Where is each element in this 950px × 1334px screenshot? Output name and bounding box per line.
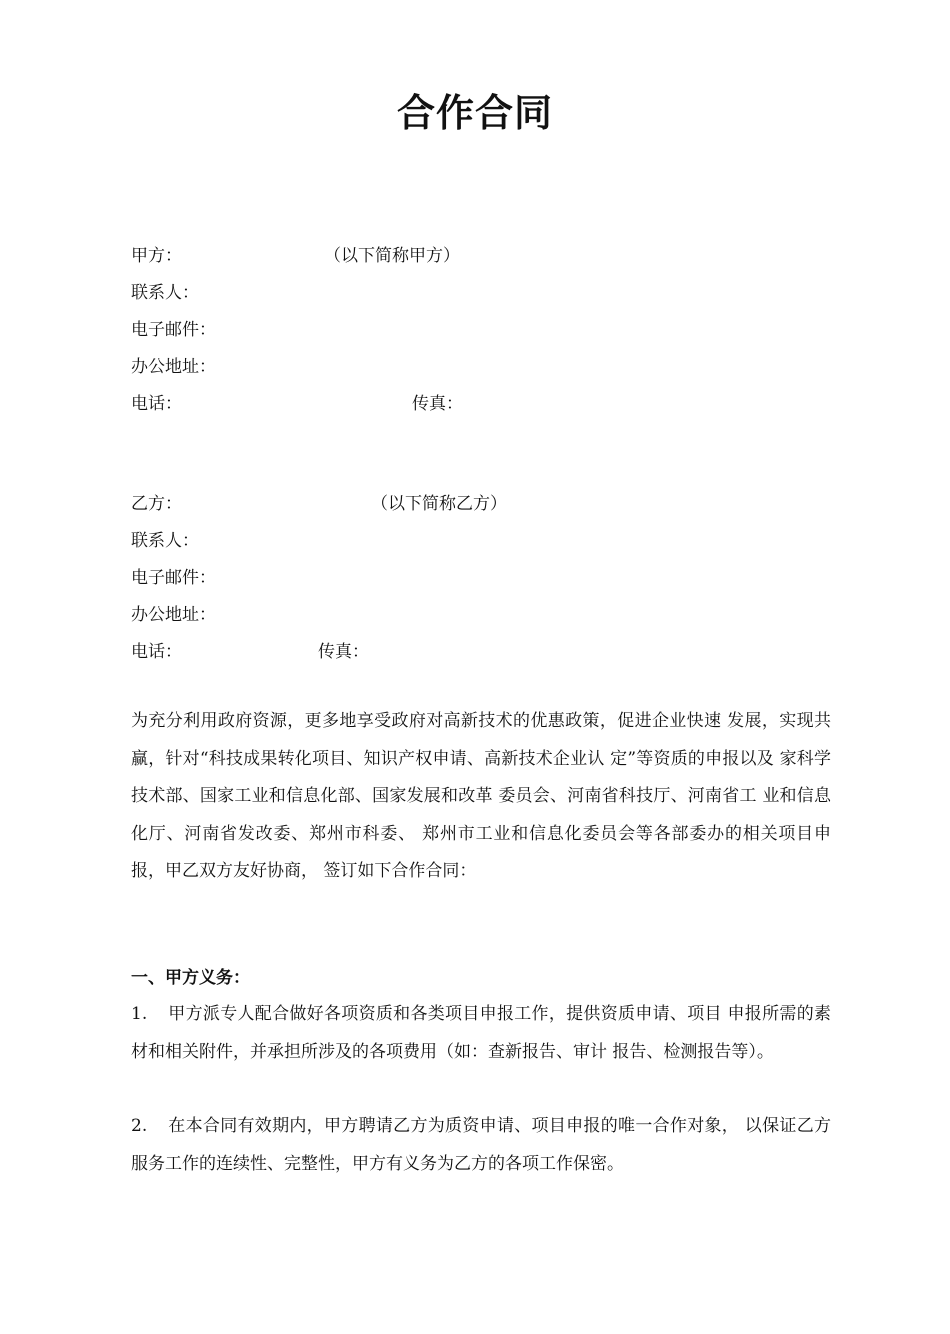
party-b-name-line (131, 493, 507, 515)
party-b-address-label: 办公地址： (131, 605, 216, 625)
party-b-phone-label: 电话： (131, 642, 182, 662)
intro-paragraph: 为充分利用政府资源，更多地享受政府对高新技术的优惠政策，促进企业快速 发展，实现共赢，针对“科技成果转化项目、知识产权申请、高新技术企业认 定”等资质的申报以及 家科学技术部、国家工业和信息化部、国家发展和改革 委员会、河南省科技厅、河南省工 业和信息化厅、河南省发改委、郑州市科委、 郑州市工业和信息化委员会等各部委办的相关项目申报，甲乙双方友好协商， 签订如下合作合同： (131, 711, 831, 881)
party-a-address-label: 办公地址： (131, 357, 216, 377)
party-b-contact-label: 联系人： (131, 531, 199, 551)
party-b-phone-line (131, 641, 369, 663)
party-b-fax-label: 传真： (318, 642, 369, 662)
party-a-name-note: （以下简称甲方） (324, 246, 460, 266)
item-number: 1. (131, 1004, 148, 1024)
section-1-heading: 一、甲方义务： (131, 968, 250, 988)
section-1-item-2 (131, 1108, 831, 1183)
party-a-phone-line (131, 393, 463, 415)
item-text: 甲方派专人配合做好各项资质和各类项目申报工作，提供资质申请、项目 申报所需的素材和相关附件，并承担所涉及的各项费用（如：查新报告、审计 报告、检测报告等）。 (131, 1004, 831, 1062)
party-a-phone-label: 电话： (131, 394, 182, 414)
section-1-item-1 (131, 996, 831, 1071)
party-a-fax-label: 传真： (412, 394, 463, 414)
party-b-name-label: 乙方： (131, 494, 182, 514)
party-a-name-label: 甲方： (131, 246, 182, 266)
item-text: 在本合同有效期内，甲方聘请乙方为质资申请、项目申报的唯一合作对象， 以保证乙方服务工作的连续性、完整性，甲方有义务为乙方的各项工作保密。 (131, 1116, 831, 1174)
party-a-email-label: 电子邮件： (131, 320, 216, 340)
party-b-email-label: 电子邮件： (131, 568, 216, 588)
party-b-name-note: （以下简称乙方） (371, 494, 507, 514)
item-number: 2. (131, 1116, 148, 1136)
party-a-contact-label: 联系人： (131, 283, 199, 303)
document-title: 合作合同 (396, 91, 553, 135)
party-a-name-line (131, 245, 460, 267)
